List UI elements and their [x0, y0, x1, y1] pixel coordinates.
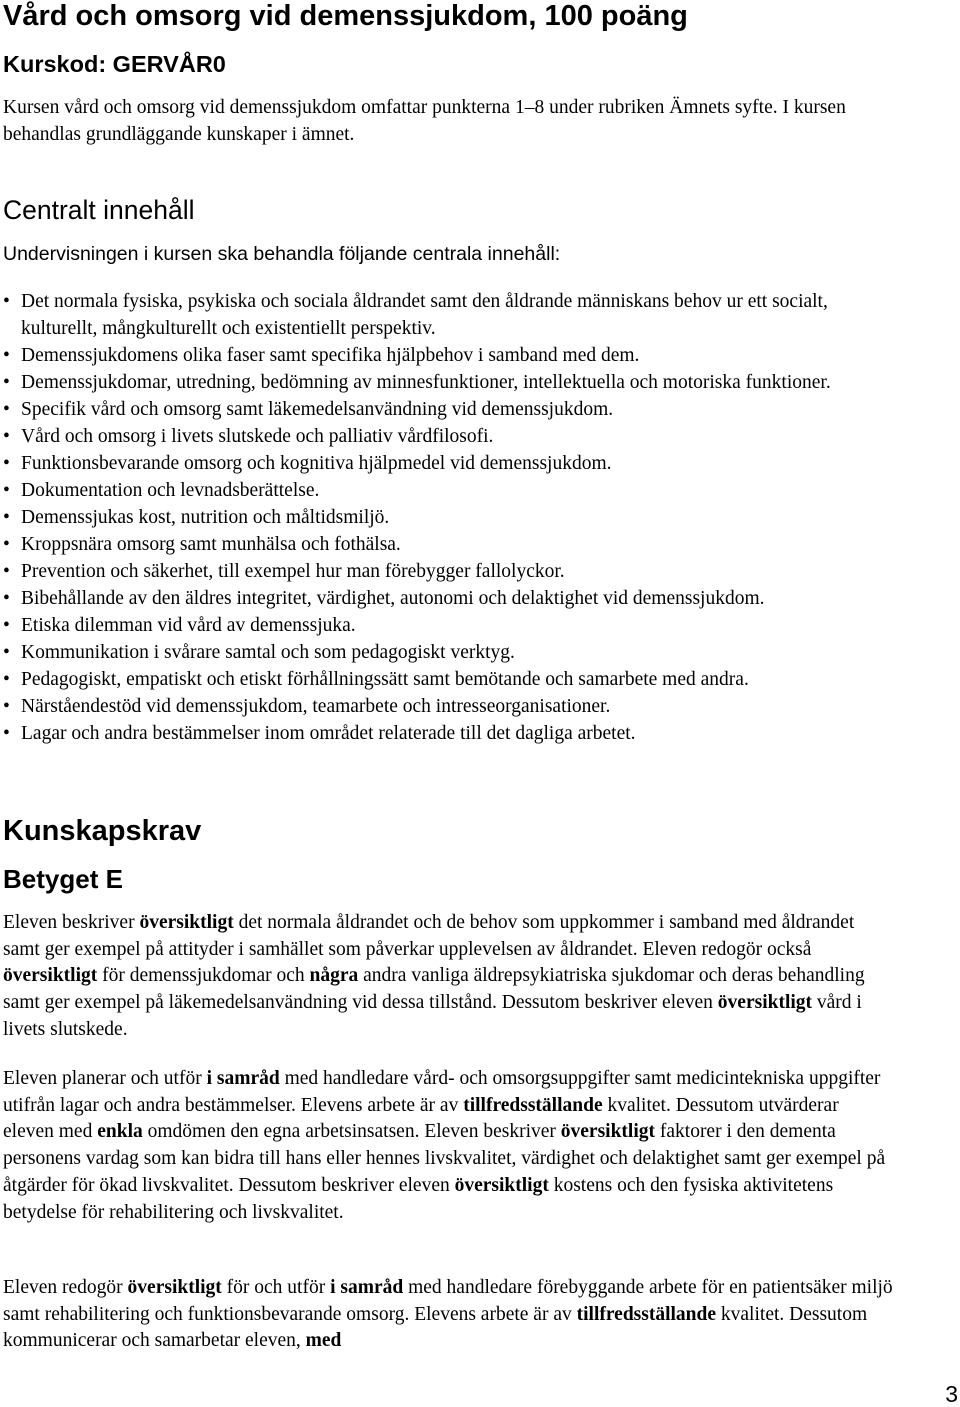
emphasis-text: tillfredsställande [576, 1303, 717, 1325]
bullet-icon: • [3, 291, 10, 312]
central-content-item-text: Kommunikation i svårare samtal och som pedagogiskt verktyg. [21, 642, 515, 663]
bullet-icon: • [3, 426, 10, 447]
central-content-item-text: Funktionsbevarande omsorg och kognitiva hjälpmedel vid demenssjukdom. [21, 453, 612, 474]
knowledge-requirements-heading: Kunskapskrav [3, 815, 202, 847]
paragraph-text: faktorer i den dementa personens vardag som kan bidra till hans eller hennes livskvalitet, värdighet och delaktighet samt ger exempel på åtgärder för ökad livskvalitet. Dessutom beskriver eleven [3, 1121, 886, 1196]
emphasis-text: översiktligt [3, 965, 98, 987]
paragraph-text: för demenssjukdomar och [97, 965, 310, 987]
paragraph-text: omdömen den egna arbetsinsatsen. Eleven beskriver [142, 1121, 561, 1143]
grade-e-heading: Betyget E [3, 864, 123, 894]
paragraph-text: för och utför [221, 1277, 331, 1298]
central-content-item-text: Dokumentation och levnadsberättelse. [21, 480, 320, 501]
paragraph-text: Eleven planerar och utför [3, 1068, 207, 1089]
emphasis-text: översiktligt [454, 1174, 549, 1196]
emphasis-text: översiktligt [139, 912, 234, 933]
central-content-item [0, 558, 900, 585]
central-content-item [0, 639, 900, 666]
bullet-icon: • [3, 642, 10, 663]
central-content-item [0, 585, 900, 612]
central-content-item [0, 531, 900, 558]
paragraph-text: kvalitet. Dessutom kommunicerar och samarbetar eleven, [3, 1303, 868, 1352]
central-content-item [0, 693, 900, 720]
central-content-item [0, 396, 900, 423]
bullet-icon: • [3, 723, 10, 744]
emphasis-text: översiktligt [127, 1277, 222, 1298]
central-content-item-text: Lagar och andra bestämmelser inom området relaterade till det dagliga arbetet. [21, 723, 636, 744]
requirement-paragraph [3, 910, 893, 1044]
central-content-item-text: Demenssjukdomar, utredning, bedömning av minnesfunktioner, intellektuella och motoriska funktioner. [21, 372, 831, 393]
central-content-heading: Centralt innehåll [3, 195, 195, 225]
emphasis-text: tillfredsställande [463, 1094, 603, 1116]
paragraph-text: det normala åldrandet och de behov som uppkommer i samband med åldrandet samt ger exempel på attityder i samhället som påverkar upplevelsen av åldrandet. Eleven redogör också [3, 912, 855, 960]
central-content-item-text: Specifik vård och omsorg samt läkemedelsanvändning vid demenssjukdom. [21, 399, 614, 420]
central-content-item [0, 504, 900, 531]
central-content-item-text: Demenssjukas kost, nutrition och måltidsmiljö. [21, 507, 390, 528]
requirement-paragraph [3, 1066, 893, 1226]
emphasis-text: några [309, 965, 359, 987]
emphasis-text: översiktligt [717, 992, 813, 1014]
paragraph-text: med handledare förebyggande arbete för en patientsäker miljö samt rehabilitering och funktionsbevarande omsorg. Elevens arbete är av [3, 1277, 893, 1325]
central-content-item-text: Bibehållande av den äldres integritet, värdighet, autonomi och delaktighet vid demenssjukdom. [21, 588, 765, 609]
course-title: Vård och omsorg vid demenssjukdom, 100 poäng [3, 0, 688, 32]
bullet-icon: • [3, 507, 10, 528]
paragraph-text: med handledare vård- och omsorgsuppgifter samt medicintekniska uppgifter utifrån lagar och andra bestämmelser. Elevens arbete är av [3, 1068, 881, 1116]
bullet-icon: • [3, 669, 10, 690]
central-content-item-text: Närståendestöd vid demenssjukdom, teamarbete och intresseorganisationer. [21, 696, 611, 717]
central-content-item [0, 423, 900, 450]
course-code: Kurskod: GERVÅR0 [3, 51, 226, 77]
paragraph-text: vård i livets slutskede. [3, 992, 862, 1040]
bullet-icon: • [3, 399, 10, 420]
paragraph-text: kostens och den fysiska aktivitetens betydelse för rehabilitering och livskvalitet. [3, 1174, 834, 1223]
central-content-item [0, 450, 900, 477]
central-content-item-text: Det normala fysiska, psykiska och sociala åldrandet samt den åldrande människans behov ur ett socialt, kulturellt, mångkulturellt och existentiellt perspektiv. [21, 291, 828, 339]
bullet-icon: • [3, 696, 10, 717]
emphasis-text: i samråd [206, 1068, 280, 1089]
bullet-icon: • [3, 615, 10, 636]
bullet-icon: • [3, 561, 10, 582]
central-content-item-text: Etiska dilemman vid vård av demenssjuka. [21, 615, 356, 636]
bullet-icon: • [3, 345, 10, 366]
course-intro: Kursen vård och omsorg vid demenssjukdom omfattar punkterna 1–8 under rubriken Ämnets syfte. I kursen behandlas grundläggande kunskaper i ämnet. [3, 97, 846, 145]
emphasis-text: enkla [97, 1121, 143, 1143]
bullet-icon: • [3, 534, 10, 555]
requirement-paragraph [3, 1275, 893, 1355]
emphasis-text: i samråd [330, 1277, 404, 1298]
central-content-item-text: Pedagogiskt, empatiskt och etiskt förhållningssätt samt bemötande och samarbete med andra. [21, 669, 749, 690]
central-content-item [0, 369, 900, 396]
central-content-item [0, 612, 900, 639]
bullet-icon: • [3, 480, 10, 501]
central-content-item [0, 666, 900, 693]
bullet-icon: • [3, 453, 10, 474]
central-content-item-text: Demenssjukdomens olika faser samt specifika hjälpbehov i samband med dem. [21, 345, 640, 366]
central-content-item-text: Prevention och säkerhet, till exempel hur man förebygger fallolyckor. [21, 561, 565, 582]
central-content-item [0, 720, 900, 747]
bullet-icon: • [3, 588, 10, 609]
emphasis-text: översiktligt [560, 1121, 655, 1143]
central-content-item [0, 342, 900, 369]
paragraph-text: kvalitet. Dessutom utvärderar eleven med [3, 1094, 839, 1143]
paragraph-text: andra vanliga äldrepsykiatriska sjukdomar och deras behandling samt ger exempel på läkemedelsanvändning vid dessa tillstånd. Dessutom beskriver eleven [3, 965, 865, 1014]
central-content-list [0, 288, 900, 747]
bullet-icon: • [3, 372, 10, 393]
central-content-item-text: Kroppsnära omsorg samt munhälsa och fothälsa. [21, 534, 401, 555]
paragraph-text: Eleven redogör [3, 1277, 128, 1298]
central-content-item-text: Vård och omsorg i livets slutskede och palliativ vårdfilosofi. [21, 426, 494, 447]
paragraph-text: Eleven beskriver [3, 912, 140, 933]
emphasis-text: med [305, 1330, 342, 1352]
central-content-item [0, 288, 900, 342]
page-number: 3 [945, 1381, 958, 1407]
central-content-item [0, 477, 900, 504]
central-content-lead: Undervisningen i kursen ska behandla följande centrala innehåll: [3, 243, 561, 265]
